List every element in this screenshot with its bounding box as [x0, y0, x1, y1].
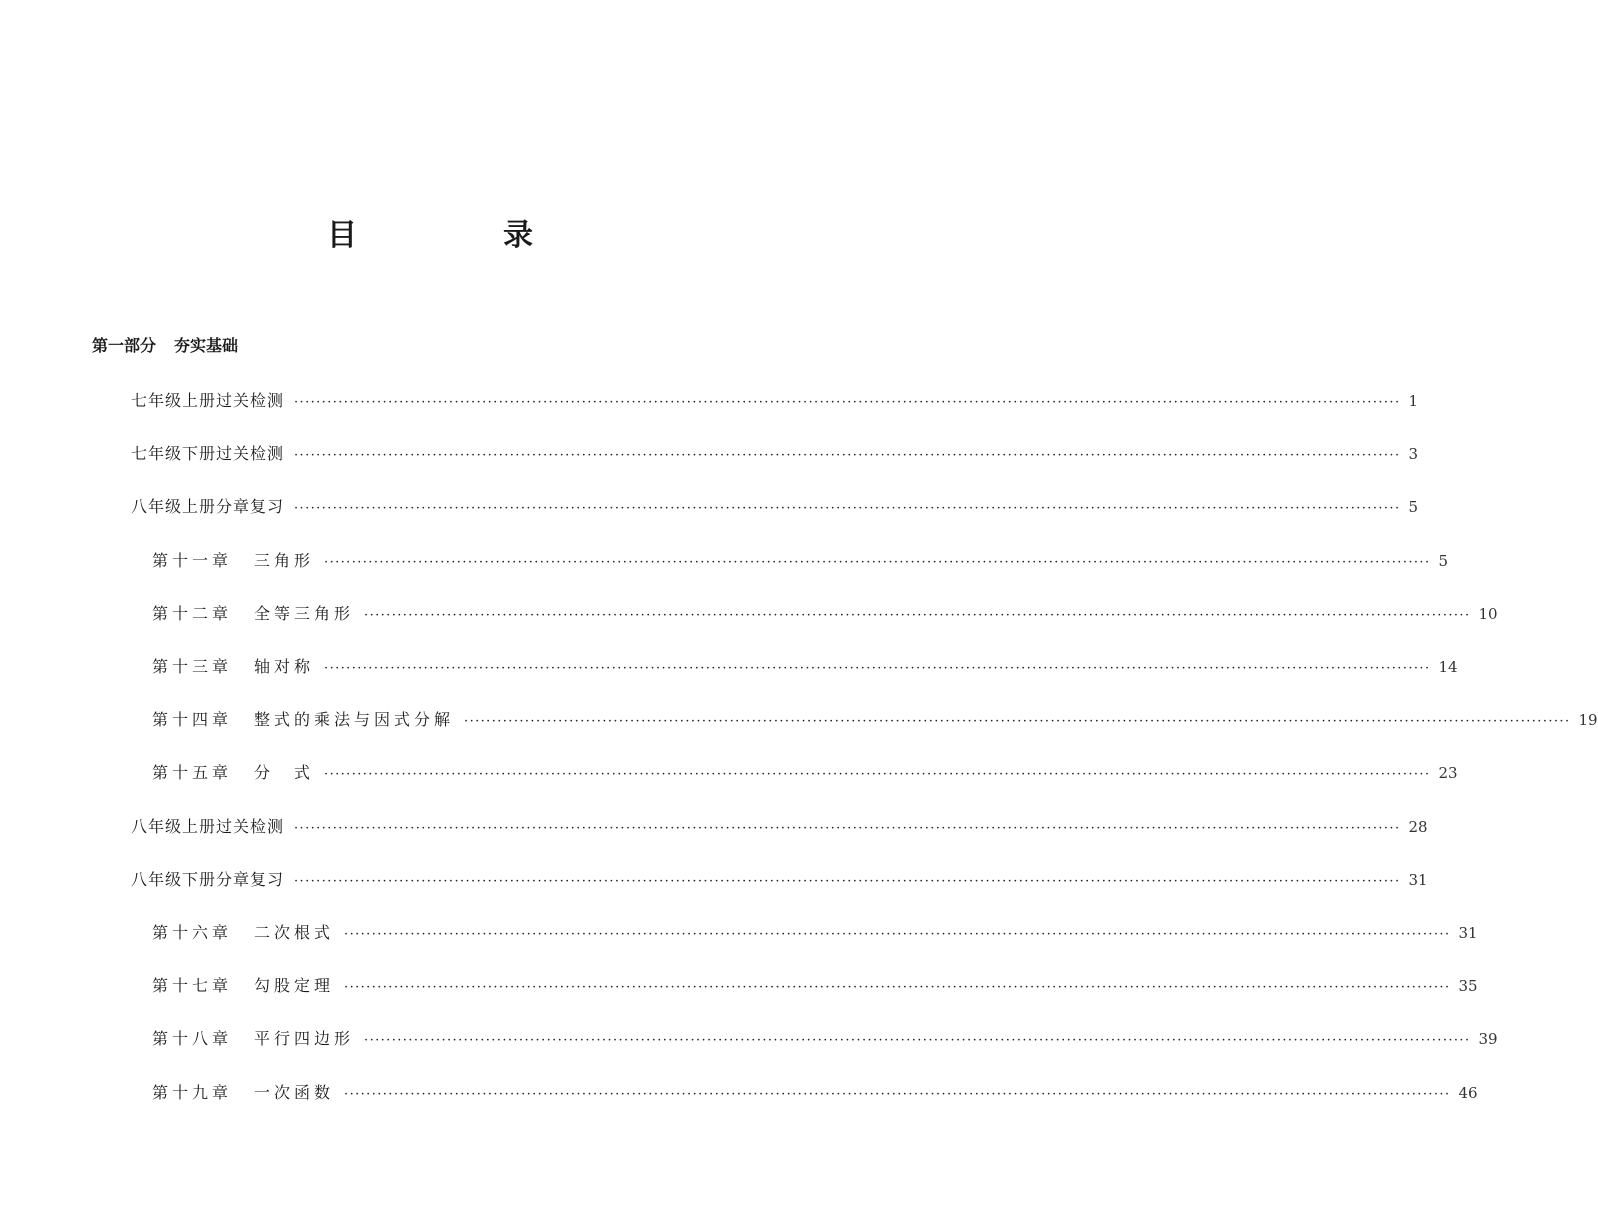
toc-chapter-number: 第十五章: [152, 763, 233, 782]
toc-page-number: 35: [1458, 977, 1478, 995]
toc-entry: [131, 868, 1428, 892]
toc-entry-title: [152, 761, 314, 785]
dot-leader: ········································································································································································································: [344, 1087, 1451, 1102]
dot-leader: ········································································································································································································: [294, 874, 1401, 889]
dot-leader: ········································································································································································································: [344, 980, 1451, 995]
toc-chapter-number: 第十七章: [152, 976, 233, 995]
toc-chapter-name: 整式的乘法与因式分解: [254, 710, 455, 729]
toc-subentry: [152, 921, 1478, 945]
toc-entry-title: [152, 974, 334, 998]
toc-chapter-number: 第十九章: [152, 1083, 233, 1102]
toc-subentry: [152, 1027, 1498, 1051]
toc-entry-title: 七年级下册过关检测: [131, 444, 285, 463]
toc-chapter-name: 分 式: [254, 763, 315, 782]
toc-entry-title: [152, 549, 314, 573]
toc-page-number: 23: [1438, 764, 1458, 782]
toc-entry-title: 七年级上册过关检测: [131, 391, 285, 410]
page-title: 目 录: [327, 218, 591, 253]
toc-chapter-number: 第十一章: [152, 551, 233, 570]
toc-chapter-name: 轴对称: [254, 657, 315, 676]
toc-page-number: 3: [1408, 445, 1419, 463]
toc-chapter-name: 一次函数: [254, 1083, 335, 1102]
toc-subentry: [152, 761, 1458, 785]
toc-subentry: [152, 655, 1458, 679]
toc-subentry: [152, 974, 1478, 998]
dot-leader: ········································································································································································································: [364, 1033, 1471, 1048]
dot-leader: ········································································································································································································: [464, 714, 1571, 729]
toc-entry: [131, 389, 1419, 413]
toc-entry-title: [152, 602, 354, 626]
toc-subentry: [152, 1081, 1478, 1105]
toc-page-number: 28: [1408, 818, 1428, 836]
toc-subentry: [152, 708, 1598, 732]
toc-chapter-name: 二次根式: [254, 923, 335, 942]
toc-chapter-name: 三角形: [254, 551, 315, 570]
toc-page-number: 39: [1478, 1030, 1498, 1048]
dot-leader: ········································································································································································································: [344, 927, 1451, 942]
toc-entry: [131, 442, 1419, 466]
toc-page-number: 1: [1408, 392, 1419, 410]
dot-leader: ········································································································································································································: [294, 821, 1401, 836]
toc-chapter-name: 平行四边形: [254, 1029, 355, 1048]
toc-page-number: 19: [1578, 711, 1598, 729]
toc-entry: [131, 815, 1428, 839]
dot-leader: ········································································································································································································: [364, 608, 1471, 623]
toc-entry-title: [152, 1081, 334, 1105]
toc-chapter-name: 全等三角形: [254, 604, 355, 623]
toc-entry: [131, 495, 1419, 519]
toc-entry-title: [152, 921, 334, 945]
dot-leader: ········································································································································································································: [324, 767, 1431, 782]
dot-leader: ········································································································································································································: [324, 661, 1431, 676]
dot-leader: ········································································································································································································: [324, 555, 1431, 570]
toc-chapter-name: 勾股定理: [254, 976, 335, 995]
dot-leader: ········································································································································································································: [294, 501, 1401, 516]
toc-chapter-number: 第十六章: [152, 923, 233, 942]
toc-entry-title: [152, 655, 314, 679]
section-part: 第一部分: [92, 336, 157, 355]
toc-page-number: 5: [1438, 552, 1449, 570]
dot-leader: ········································································································································································································: [294, 395, 1401, 410]
toc-chapter-number: 第十二章: [152, 604, 233, 623]
toc-entry-title: 八年级下册分章复习: [131, 870, 285, 889]
toc-entry-title: 八年级上册过关检测: [131, 817, 285, 836]
toc-page-number: 5: [1408, 498, 1419, 516]
toc-subentry: [152, 549, 1449, 573]
toc-page-number: 14: [1438, 658, 1458, 676]
toc-chapter-number: 第十四章: [152, 710, 233, 729]
toc-chapter-number: 第十三章: [152, 657, 233, 676]
toc-subentry: [152, 602, 1498, 626]
dot-leader: ········································································································································································································: [294, 448, 1401, 463]
toc-entry-title: [152, 1027, 354, 1051]
toc-entry-title: [152, 708, 454, 732]
toc-page-number: 31: [1408, 871, 1428, 889]
toc-entry-title: 八年级上册分章复习: [131, 497, 285, 516]
toc-page-number: 46: [1458, 1084, 1478, 1102]
section-name: 夯实基础: [174, 336, 239, 355]
toc-chapter-number: 第十八章: [152, 1029, 233, 1048]
toc-page-number: 31: [1458, 924, 1478, 942]
toc-page-number: 10: [1478, 605, 1498, 623]
